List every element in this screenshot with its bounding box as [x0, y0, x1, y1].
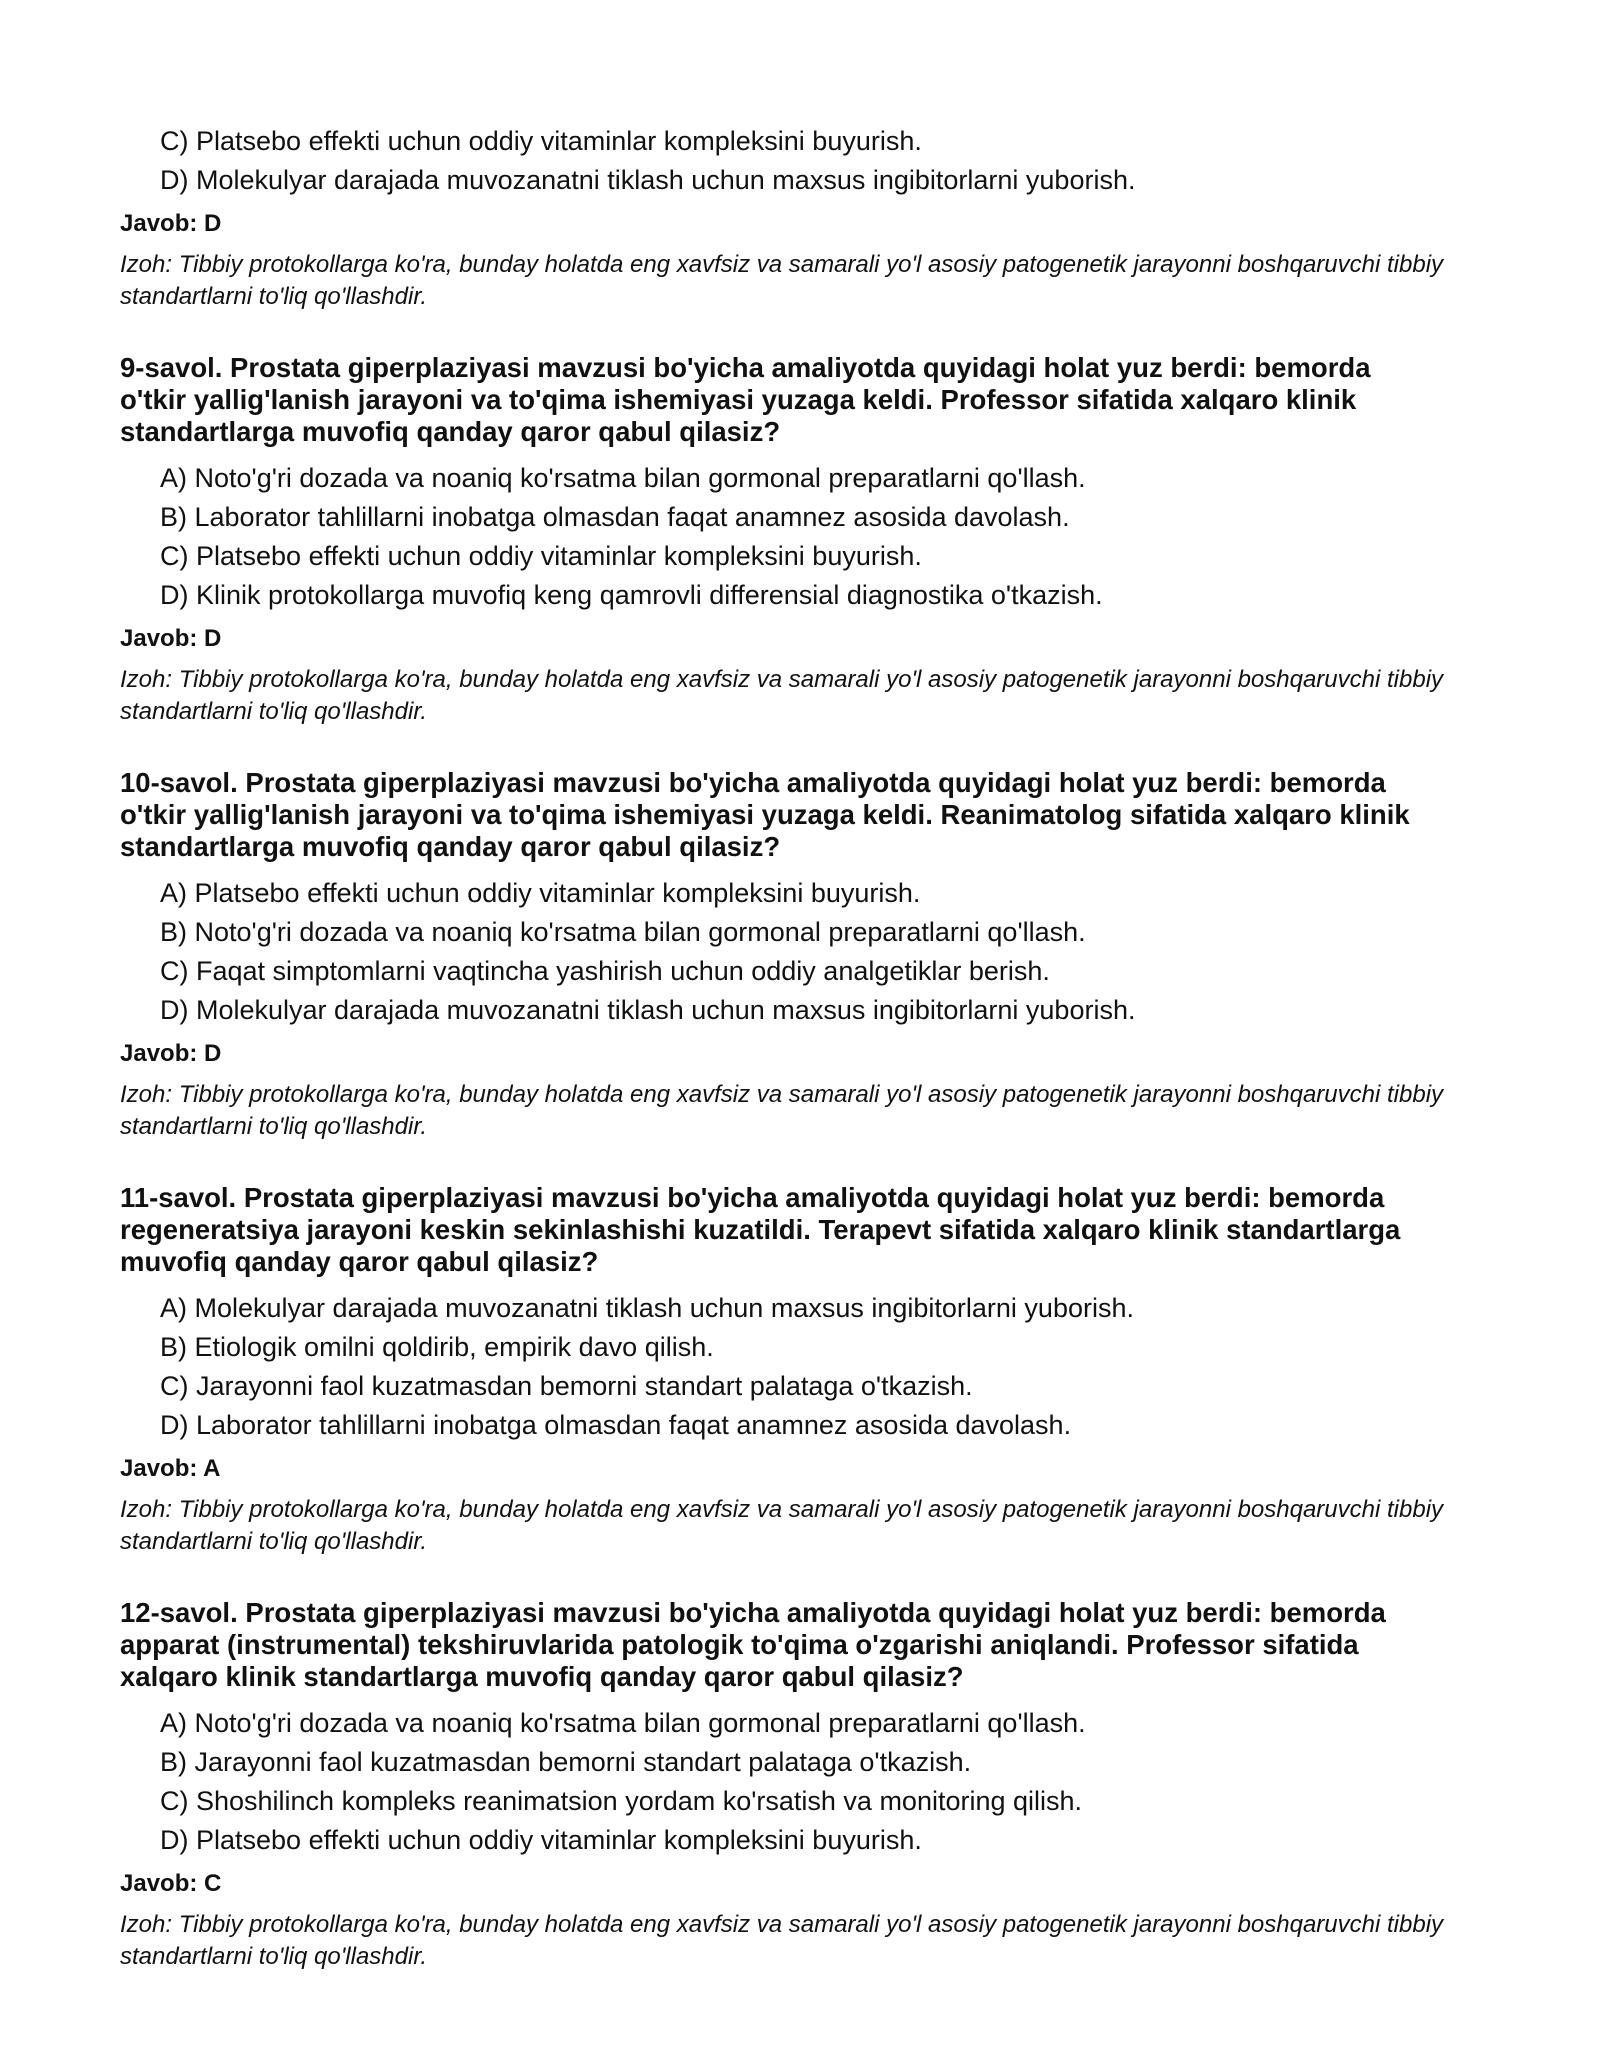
question-block-10	[120, 767, 1480, 1143]
question-line: 10-savol. Prostata giperplaziyasi mavzusi bo'yicha amaliyotda quyidagi holat yuz berdi: bemorda	[120, 767, 1386, 798]
explanation-note: Izoh: Tibbiy protokollarga ko'ra, bunday holatda eng xavfsiz va samarali yo'l asosiy patogenetik jarayonni boshqaruvchi tibbiy standartlarni to'liq qo'llashdir.	[120, 1496, 1444, 1555]
question-block-11	[120, 1182, 1480, 1558]
option-c: C) Platsebo effekti uchun oddiy vitaminlar kompleksini buyurish.	[160, 126, 922, 156]
question-line: regeneratsiya jarayoni keskin sekinlashishi kuzatildi. Terapevt sifatida xalqaro klinik standartlarga	[120, 1214, 1401, 1245]
explanation-note: Izoh: Tibbiy protokollarga ko'ra, bunday holatda eng xavfsiz va samarali yo'l asosiy patogenetik jarayonni boshqaruvchi tibbiy standartlarni to'liq qo'llashdir.	[120, 1081, 1444, 1140]
answer-key: Javob: D	[120, 1040, 222, 1067]
option-b: B) Jarayonni faol kuzatmasdan bemorni standart palataga o'tkazish.	[160, 1747, 972, 1777]
explanation-note: Izoh: Tibbiy protokollarga ko'ra, bunday holatda eng xavfsiz va samarali yo'l asosiy patogenetik jarayonni boshqaruvchi tibbiy standartlarni to'liq qo'llashdir.	[120, 1911, 1444, 1970]
question-text	[120, 1597, 1480, 1693]
option-c: C) Shoshilinch kompleks reanimatsion yordam ko'rsatish va monitoring qilish.	[160, 1786, 1083, 1816]
answer-options	[120, 1704, 1480, 1860]
answer-options	[120, 122, 1480, 200]
answer-options	[120, 1289, 1480, 1445]
question-text	[120, 767, 1480, 863]
option-c: C) Platsebo effekti uchun oddiy vitaminlar kompleksini buyurish.	[160, 541, 922, 571]
question-8-continuation	[120, 122, 1480, 313]
answer-options	[120, 874, 1480, 1030]
option-a: A) Noto'g'ri dozada va noaniq ko'rsatma bilan gormonal preparatlarni qo'llash.	[160, 1708, 1086, 1738]
answer-key: Javob: C	[120, 1870, 222, 1897]
option-a: A) Noto'g'ri dozada va noaniq ko'rsatma bilan gormonal preparatlarni qo'llash.	[160, 463, 1086, 493]
answer-key: Javob: D	[120, 625, 222, 652]
option-a: A) Molekulyar darajada muvozanatni tiklash uchun maxsus ingibitorlarni yuborish.	[160, 1293, 1134, 1323]
question-line: muvofiq qanday qaror qabul qilasiz?	[120, 1246, 599, 1277]
option-b: B) Laborator tahlillarni inobatga olmasdan faqat anamnez asosida davolash.	[160, 502, 1070, 532]
option-d: D) Molekulyar darajada muvozanatni tiklash uchun maxsus ingibitorlarni yuborish.	[160, 165, 1136, 195]
question-line: apparat (instrumental) tekshiruvlarida patologik to'qima o'zgarishi aniqlandi. Professor sifatida	[120, 1629, 1359, 1660]
option-d: D) Klinik protokollarga muvofiq keng qamrovli differensial diagnostika o'tkazish.	[160, 580, 1103, 610]
option-b: B) Noto'g'ri dozada va noaniq ko'rsatma bilan gormonal preparatlarni qo'llash.	[160, 917, 1086, 947]
question-line: o'tkir yallig'lanish jarayoni va to'qima ishemiyasi yuzaga keldi. Professor sifatida xalqaro klinik	[120, 384, 1357, 415]
question-text	[120, 1182, 1480, 1278]
question-line: xalqaro klinik standartlarga muvofiq qanday qaror qabul qilasiz?	[120, 1661, 964, 1692]
explanation-note: Izoh: Tibbiy protokollarga ko'ra, bunday holatda eng xavfsiz va samarali yo'l asosiy patogenetik jarayonni boshqaruvchi tibbiy standartlarni to'liq qo'llashdir.	[120, 251, 1444, 310]
option-d: D) Molekulyar darajada muvozanatni tiklash uchun maxsus ingibitorlarni yuborish.	[160, 995, 1136, 1025]
answer-key: Javob: D	[120, 210, 222, 237]
question-block-9	[120, 352, 1480, 728]
option-c: C) Jarayonni faol kuzatmasdan bemorni standart palataga o'tkazish.	[160, 1371, 973, 1401]
question-line: 11-savol. Prostata giperplaziyasi mavzusi bo'yicha amaliyotda quyidagi holat yuz berdi: bemorda	[120, 1182, 1385, 1213]
option-c: C) Faqat simptomlarni vaqtincha yashirish uchun oddiy analgetiklar berish.	[160, 956, 1050, 986]
question-line: 12-savol. Prostata giperplaziyasi mavzusi bo'yicha amaliyotda quyidagi holat yuz berdi: bemorda	[120, 1597, 1386, 1628]
option-b: B) Etiologik omilni qoldirib, empirik davo qilish.	[160, 1332, 714, 1362]
question-line: 9-savol. Prostata giperplaziyasi mavzusi bo'yicha amaliyotda quyidagi holat yuz berdi: bemorda	[120, 352, 1371, 383]
explanation-note: Izoh: Tibbiy protokollarga ko'ra, bunday holatda eng xavfsiz va samarali yo'l asosiy patogenetik jarayonni boshqaruvchi tibbiy standartlarni to'liq qo'llashdir.	[120, 666, 1444, 725]
question-text	[120, 352, 1480, 448]
answer-options	[120, 459, 1480, 615]
question-line: o'tkir yallig'lanish jarayoni va to'qima ishemiyasi yuzaga keldi. Reanimatolog sifatida xalqaro klinik	[120, 799, 1410, 830]
option-a: A) Platsebo effekti uchun oddiy vitaminlar kompleksini buyurish.	[160, 878, 921, 908]
question-line: standartlarga muvofiq qanday qaror qabul qilasiz?	[120, 831, 781, 862]
answer-key: Javob: A	[120, 1455, 221, 1482]
option-d: D) Platsebo effekti uchun oddiy vitaminlar kompleksini buyurish.	[160, 1825, 922, 1855]
option-d: D) Laborator tahlillarni inobatga olmasdan faqat anamnez asosida davolash.	[160, 1410, 1072, 1440]
question-line: standartlarga muvofiq qanday qaror qabul qilasiz?	[120, 416, 781, 447]
question-block-12	[120, 1597, 1480, 1973]
